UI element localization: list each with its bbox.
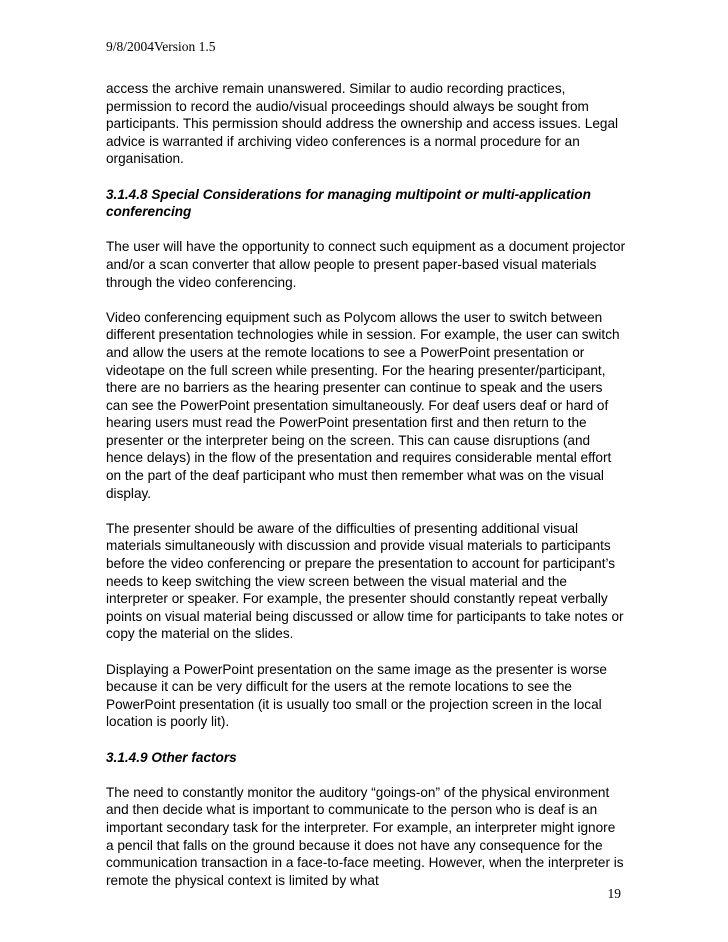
running-header: 9/8/2004Version 1.5 — [106, 39, 216, 54]
paragraph-presenter-awareness: The presenter should be aware of the difficulties of presenting additional visual materials simultaneously with discussion and provide visual materials to participants before the video conferencing or prepare the presentation to account for participant’s needs to keep switching the view screen between the visual material and the interpreter or speaker. For example, the presenter should constantly repeat verbally points on visual material being discussed or allow time for participants to take notes or copy the material on the slides. — [106, 520, 624, 642]
page-number: 19 — [607, 886, 621, 901]
paragraph-monitoring: The need to constantly monitor the auditory “goings-on” of the physical environment and then decide what is important to communicate to the person who is deaf is an important secondary task for the interpreter. For example, an interpreter might ignore a pencil that falls on the ground because it does not have any consequence for the communication transaction in a face-to-face meeting. However, when the interpreter is remote the physical context is limited by what — [106, 784, 624, 888]
paragraph-archive-permission: access the archive remain unanswered. Similar to audio recording practices, permission to record the audio/visual proceedings should always be sought from participants. This permission should address the ownership and access issues. Legal advice is warranted if archiving video conferences is a normal procedure for an organisation. — [106, 81, 619, 167]
paragraph-powerpoint-display: Displaying a PowerPoint presentation on the same image as the presenter is worse because it can be very difficult for the users at the remote locations to see the PowerPoint presentation (it is usually too small or the projection screen in the local location is poorly lit). — [106, 661, 607, 730]
section-heading-3148: 3.1.4.8 Special Considerations for managing multipoint or multi-application conferencing — [106, 186, 591, 220]
paragraph-equipment: The user will have the opportunity to connect such equipment as a document projector and/or a scan converter that allow people to present paper-based visual materials through the video conferencing. — [106, 239, 626, 290]
section-heading-3149: 3.1.4.9 Other factors — [106, 749, 237, 765]
paragraph-polycom: Video conferencing equipment such as Polycom allows the user to switch between different presentation technologies while in session. For example, the user can switch and allow the users at the remote locations to see a PowerPoint presentation or videotape on the full screen while presenting. For the hearing presenter/participant, there are no barriers as the hearing presenter can continue to speak and the users can see the PowerPoint presentation simultaneously. For deaf users deaf or hard of hearing users must read the PowerPoint presentation first and then return to the presenter or the interpreter being on the screen. This can cause disruptions (and hence delays) in the flow of the presentation and requires considerable mental effort on the part of the deaf participant who must then remember what was on the visual display. — [106, 309, 620, 501]
document-body — [106, 80, 626, 889]
